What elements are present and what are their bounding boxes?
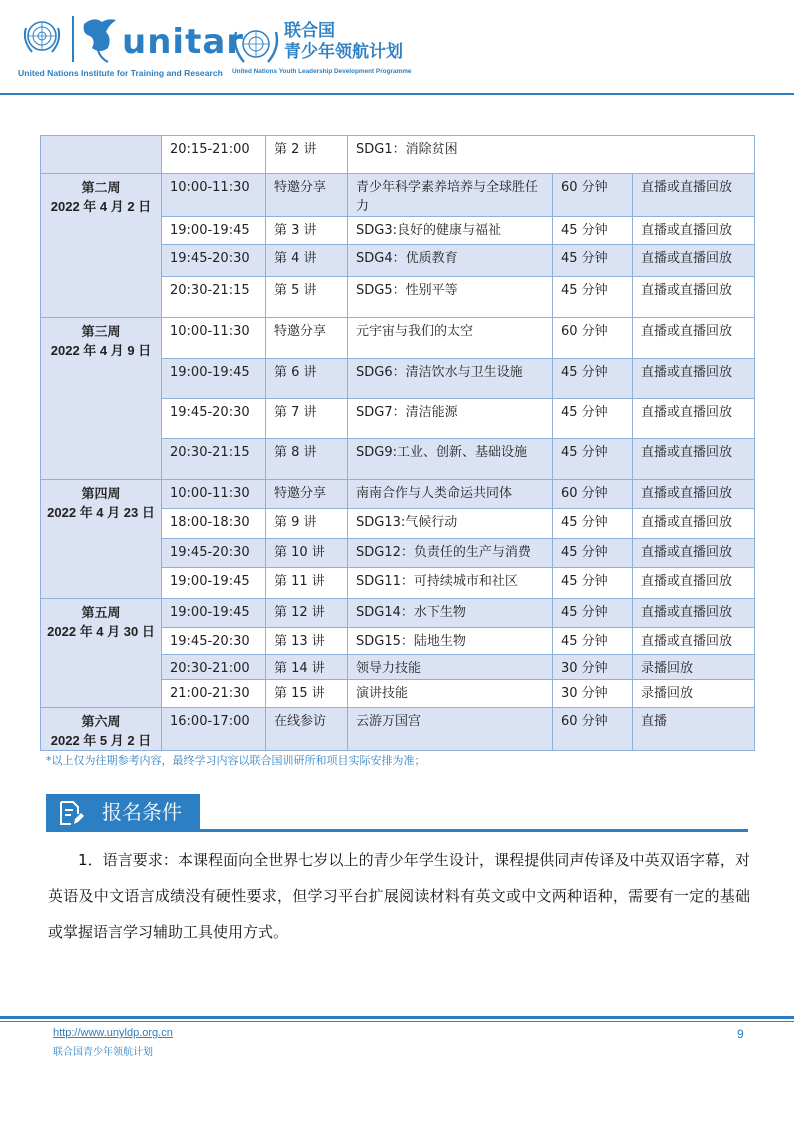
mode-cell: 直播或直播回放 — [633, 628, 755, 655]
table-row — [41, 174, 755, 217]
mode-cell: 直播或直播回放 — [633, 245, 755, 277]
session-cell: 第 6 讲 — [266, 359, 348, 399]
topic-cell: 演讲技能 — [348, 680, 553, 708]
time-cell: 19:00-19:45 — [162, 217, 266, 245]
topic-cell: SDG12：负责任的生产与消费 — [348, 539, 553, 568]
week-label: 第六周 — [81, 714, 121, 729]
mode-cell: 直播 — [633, 708, 755, 751]
session-cell: 第 14 讲 — [266, 655, 348, 680]
section-title: 报名条件 — [102, 800, 182, 824]
un-emblem-icon — [20, 16, 64, 60]
mode-cell: 直播或直播回放 — [633, 217, 755, 245]
mode-cell: 录播回放 — [633, 655, 755, 680]
topic-cell: SDG5：性别平等 — [348, 277, 553, 318]
session-cell: 第 12 讲 — [266, 599, 348, 628]
time-cell: 10:00-11:30 — [162, 480, 266, 509]
week-label: 第三周 — [81, 324, 121, 339]
mode-cell: 直播或直播回放 — [633, 318, 755, 359]
session-cell: 特邀分享 — [266, 480, 348, 509]
section-heading — [46, 794, 200, 830]
duration-cell: 45 分钟 — [553, 245, 633, 277]
topic-cell: SDG14：水下生物 — [348, 599, 553, 628]
session-cell: 第 3 讲 — [266, 217, 348, 245]
week-cell — [41, 480, 162, 599]
mode-cell: 直播或直播回放 — [633, 277, 755, 318]
week-label: 第四周 — [81, 486, 121, 501]
topic-cell: 元宇宙与我们的太空 — [348, 318, 553, 359]
week-cell — [41, 136, 162, 174]
unitar-logo — [78, 12, 245, 68]
duration-cell: 45 分钟 — [553, 628, 633, 655]
table-row — [41, 599, 755, 628]
time-cell: 19:00-19:45 — [162, 599, 266, 628]
table-row — [41, 708, 755, 751]
topic-cell: SDG13:气候行动 — [348, 509, 553, 539]
session-cell: 第 5 讲 — [266, 277, 348, 318]
topic-cell: 云游万国宫 — [348, 708, 553, 751]
topic-cell: SDG11：可持续城市和社区 — [348, 568, 553, 599]
duration-cell: 30 分钟 — [553, 655, 633, 680]
topic-cell: SDG9:工业、创新、基础设施 — [348, 439, 553, 480]
duration-cell: 45 分钟 — [553, 277, 633, 318]
time-cell: 18:00-18:30 — [162, 509, 266, 539]
week-date: 2022 年 4 月 30 日 — [47, 624, 155, 639]
session-cell: 第 10 讲 — [266, 539, 348, 568]
mode-cell: 直播或直播回放 — [633, 539, 755, 568]
duration-cell: 60 分钟 — [553, 174, 633, 217]
session-cell: 第 2 讲 — [266, 136, 348, 174]
document-icon — [58, 800, 84, 826]
time-cell: 20:30-21:15 — [162, 277, 266, 318]
time-cell: 20:15-21:00 — [162, 136, 266, 174]
mode-cell: 直播或直播回放 — [633, 599, 755, 628]
unyldp-name-line1: 联合国 — [284, 21, 335, 41]
week-cell — [41, 708, 162, 751]
session-cell: 第 4 讲 — [266, 245, 348, 277]
time-cell: 16:00-17:00 — [162, 708, 266, 751]
duration-cell: 45 分钟 — [553, 439, 633, 480]
header-divider — [72, 16, 74, 62]
page-header — [0, 0, 794, 96]
mode-cell: 直播或直播回放 — [633, 439, 755, 480]
unyldp-emblem-icon — [232, 22, 280, 66]
unyldp-name-line2: 青少年领航计划 — [284, 42, 403, 62]
table-row — [41, 318, 755, 359]
topic-cell: 领导力技能 — [348, 655, 553, 680]
mode-cell: 直播或直播回放 — [633, 399, 755, 439]
table-row — [41, 136, 755, 174]
section-underline — [46, 829, 748, 832]
unitar-bird-icon — [78, 14, 122, 66]
duration-cell: 45 分钟 — [553, 568, 633, 599]
time-cell: 21:00-21:30 — [162, 680, 266, 708]
session-cell: 特邀分享 — [266, 318, 348, 359]
footer-org-name: 联合国青少年领航计划 — [53, 1047, 153, 1058]
time-cell: 19:45-20:30 — [162, 399, 266, 439]
topic-cell: SDG6：清洁饮水与卫生设施 — [348, 359, 553, 399]
duration-cell: 45 分钟 — [553, 399, 633, 439]
time-cell: 10:00-11:30 — [162, 174, 266, 217]
footer-url-link[interactable]: http://www.unyldp.org.cn — [53, 1027, 173, 1039]
table-row — [41, 480, 755, 509]
topic-cell: SDG15：陆地生物 — [348, 628, 553, 655]
week-label: 第二周 — [81, 180, 121, 195]
time-cell: 19:45-20:30 — [162, 245, 266, 277]
week-label: 第五周 — [81, 605, 121, 620]
page-number: 9 — [737, 1027, 744, 1041]
duration-cell: 45 分钟 — [553, 539, 633, 568]
session-cell: 在线参访 — [266, 708, 348, 751]
week-cell — [41, 599, 162, 708]
time-cell: 19:45-20:30 — [162, 539, 266, 568]
topic-cell: SDG7：清洁能源 — [348, 399, 553, 439]
duration-cell: 30 分钟 — [553, 680, 633, 708]
duration-cell: 45 分钟 — [553, 509, 633, 539]
week-date: 2022 年 4 月 23 日 — [47, 505, 155, 520]
topic-cell: SDG3:良好的健康与福祉 — [348, 217, 553, 245]
mode-cell: 直播或直播回放 — [633, 568, 755, 599]
mode-cell: 直播或直播回放 — [633, 174, 755, 217]
unitar-caption: United Nations Institute for Training and Research — [18, 68, 223, 78]
mode-cell: 录播回放 — [633, 680, 755, 708]
session-cell: 第 9 讲 — [266, 509, 348, 539]
session-cell: 第 13 讲 — [266, 628, 348, 655]
topic-cell: 南南合作与人类命运共同体 — [348, 480, 553, 509]
week-date: 2022 年 5 月 2 日 — [50, 733, 152, 748]
duration-cell: 45 分钟 — [553, 359, 633, 399]
header-rule — [0, 93, 794, 95]
mode-cell: 直播或直播回放 — [633, 480, 755, 509]
schedule-table — [40, 135, 755, 751]
footer-rule — [0, 1016, 794, 1019]
session-cell: 第 11 讲 — [266, 568, 348, 599]
session-cell: 特邀分享 — [266, 174, 348, 217]
topic-cell: SDG4：优质教育 — [348, 245, 553, 277]
table-footnote: *以上仅为往期参考内容，最终学习内容以联合国训研所和项目实际安排为准； — [46, 754, 426, 767]
duration-cell: 45 分钟 — [553, 599, 633, 628]
duration-cell: 60 分钟 — [553, 480, 633, 509]
time-cell: 19:00-19:45 — [162, 568, 266, 599]
unitar-wordmark: unitar — [122, 22, 245, 62]
week-cell — [41, 174, 162, 318]
time-cell: 10:00-11:30 — [162, 318, 266, 359]
duration-cell: 60 分钟 — [553, 318, 633, 359]
time-cell: 19:00-19:45 — [162, 359, 266, 399]
week-date: 2022 年 4 月 9 日 — [50, 343, 152, 358]
session-cell: 第 15 讲 — [266, 680, 348, 708]
time-cell: 19:45-20:30 — [162, 628, 266, 655]
duration-cell: 45 分钟 — [553, 217, 633, 245]
unyldp-caption: United Nations Youth Leadership Development Programme — [232, 68, 412, 75]
week-cell — [41, 318, 162, 480]
time-cell: 20:30-21:15 — [162, 439, 266, 480]
session-cell: 第 8 讲 — [266, 439, 348, 480]
footer-rule-thin — [0, 1021, 794, 1022]
language-requirement-paragraph: 1．语言要求：本课程面向全世界七岁以上的青少年学生设计，课程提供同声传译及中英双语字幕，对英语及中文语言成绩没有硬性要求，但学习平台扩展阅读材料有英文或中文两种语种，需要有一定的基础或掌握语言学习辅助工具使用方式。 — [48, 851, 750, 941]
session-cell: 第 7 讲 — [266, 399, 348, 439]
mode-cell: 直播或直播回放 — [633, 509, 755, 539]
time-cell: 20:30-21:00 — [162, 655, 266, 680]
duration-cell: 60 分钟 — [553, 708, 633, 751]
topic-cell: SDG1：消除贫困 — [348, 136, 755, 174]
mode-cell: 直播或直播回放 — [633, 359, 755, 399]
topic-cell: 青少年科学素养培养与全球胜任力 — [348, 174, 553, 217]
week-date: 2022 年 4 月 2 日 — [50, 199, 152, 214]
